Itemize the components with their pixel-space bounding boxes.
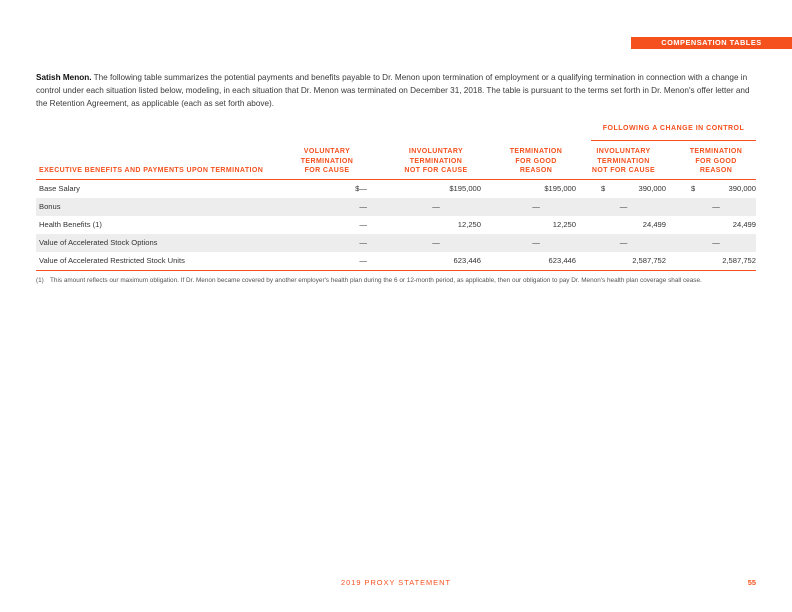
cell-voluntary-for-cause: — [359,202,367,211]
cell-cic-termination-good-reason: 24,499 [732,220,756,229]
cell-termination-good-reason: 623,446 [548,256,576,265]
cell-termination-good-reason: $195,000 [544,184,576,193]
column-header-line: TERMINATION [689,148,743,156]
column-header-line: TERMINATION [509,148,563,156]
cell-voluntary-for-cause: $— [355,184,367,193]
cell-cic-involuntary-not-for-cause: — [619,202,628,211]
cell-voluntary-for-cause: — [359,238,367,247]
footnote-text: This amount reflects our maximum obligation. If Dr. Menon became covered by another employer's health plan during the 6 or 12-month period, as applicable, then our obligation to pay Dr. Menon's health plan coverage shall cease. [50,277,702,284]
column-header-line: INVOLUNTARY [408,148,464,156]
group-header-rule [591,140,756,141]
termination-payments-table [36,122,756,271]
column-header-line: TERMINATION [409,157,463,165]
row-label: Value of Accelerated Stock Options [39,238,158,247]
row-label: Value of Accelerated Restricted Stock Units [39,256,185,265]
table-row [36,180,756,198]
table-row [36,234,756,252]
column-header-benefits: EXECUTIVE BENEFITS AND PAYMENTS UPON TERMINATION [39,167,264,175]
column-header-line: TERMINATION [597,157,650,165]
intro-lead: Satish Menon. [36,73,92,82]
cell-voluntary-for-cause: — [359,256,367,265]
intro-text: The following table summarizes the potential payments and benefits payable to Dr. Menon upon termination of employment or a qualifying termination in connection with a change in control under each situation listed below, modeling, in each situation that Dr. Menon was terminated on December 31, 2018. The table is pursuant to the terms set forth in Dr. Menon's offer letter and the Retention Agreement, as applicable (each as set forth above). [36,73,750,108]
cell-cic-involuntary-not-for-cause [601,180,666,198]
column-header-line: VOLUNTARY [303,148,351,156]
cell-voluntary-for-cause: — [359,220,367,229]
change-in-control-header: FOLLOWING A CHANGE IN CONTROL [602,125,745,132]
cell-cic-termination-good-reason [691,180,756,198]
column-header-line: FOR GOOD [515,157,557,165]
cell-involuntary-not-for-cause: 12,250 [457,220,481,229]
column-header-line: FOR GOOD [695,157,737,165]
column-header-row [36,142,756,180]
row-label: Health Benefits (1) [39,220,102,229]
column-header-line: NOT FOR CAUSE [591,167,656,175]
table-row [36,252,756,271]
row-label: Base Salary [39,184,80,193]
column-header-cic-termination-good-reason [676,147,756,176]
cell-value: 390,000 [728,184,756,193]
cell-cic-termination-good-reason: — [712,238,720,247]
cell-termination-good-reason: — [532,202,540,211]
currency-prefix: $ [691,184,696,193]
column-header-line: TERMINATION [300,157,354,165]
cell-involuntary-not-for-cause: 623,446 [453,256,481,265]
column-header-cic-involuntary-not-for-cause [581,147,666,176]
footnote-mark: (1) [36,277,44,284]
group-header-row [36,122,756,142]
cell-termination-good-reason: 12,250 [552,220,576,229]
column-header-line: NOT FOR CAUSE [404,167,468,175]
column-header-voluntary-for-cause [287,147,367,176]
footer-title: 2019 PROXY STATEMENT [341,578,451,587]
row-label: Bonus [39,202,61,211]
cell-cic-termination-good-reason: 2,587,752 [722,256,756,265]
cell-involuntary-not-for-cause: — [432,202,440,211]
footnote [36,276,756,286]
column-header-line: REASON [519,167,553,175]
section-tag: COMPENSATION TABLES [631,37,792,49]
column-header-involuntary-not-for-cause [391,147,481,176]
column-header-line: FOR CAUSE [304,167,350,175]
cell-cic-involuntary-not-for-cause: 2,587,752 [632,256,666,265]
table-row [36,198,756,216]
table-row [36,216,756,234]
cell-cic-termination-good-reason: — [712,202,720,211]
cell-involuntary-not-for-cause: — [432,238,440,247]
cell-cic-involuntary-not-for-cause: 24,499 [642,220,666,229]
page-number: 55 [747,578,756,587]
table-body [36,180,756,271]
cell-value: 390,000 [638,184,666,193]
cell-involuntary-not-for-cause: $195,000 [449,184,481,193]
intro-paragraph [36,71,758,110]
column-header-line: REASON [699,167,733,175]
currency-prefix: $ [601,184,606,193]
column-header-line: INVOLUNTARY [596,148,651,156]
column-header-termination-good-reason [496,147,576,176]
cell-cic-involuntary-not-for-cause: — [619,238,628,247]
cell-termination-good-reason: — [532,238,540,247]
